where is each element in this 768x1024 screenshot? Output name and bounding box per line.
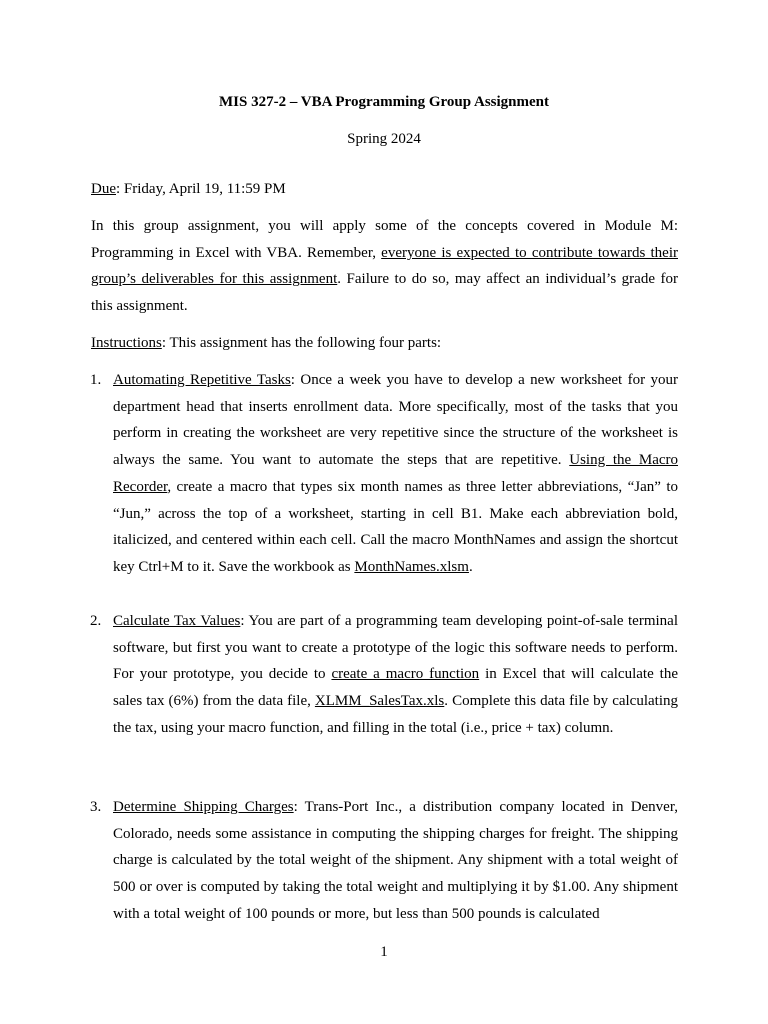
due-date-line [91, 180, 286, 199]
instructions-text: : This assignment has the following four parts: [161, 335, 442, 351]
item-filename: XLMM_SalesTax.xls [314, 693, 445, 710]
intro-emphasis: everyone is expected to contribute towards their group’s deliverables for this assignment [91, 244, 678, 288]
instructions-label: Instructions [91, 335, 162, 351]
item-text: : Once a week you have to develop a new worksheet for your department head that inserts enrollment data. More specifically, most of the tasks that you perform in creating the worksheet are very repetitive since the structure of the worksheet is always the same. You want to automate the steps that are repetitive. [113, 372, 678, 469]
intro-text-2: . Failure to do so, may affect an individual’s grade for this assignment. [91, 271, 679, 315]
item-text: . Complete this data file by calculating the tax, using your macro function, and filling in the total (i.e., price + tax) column. [113, 693, 678, 736]
item-text: in Excel that will calculate the sales tax (6%) from the data file, [113, 666, 678, 710]
item-filename: MonthNames.xlsm [354, 558, 469, 575]
item-text: , create a macro that types six month names as three letter abbreviations, “Jan” to “Jun,” across the top of a worksheet, starting in cell B1. Make each abbreviation bold, italicized, and centered within each cell. Call the macro MonthNames and assign the shortcut key Ctrl+M to it. Save the workbook as [113, 478, 678, 575]
item-number: 1. [90, 372, 102, 388]
item-emphasis: Using the Macro Recorder [113, 452, 679, 495]
document-term: Spring 2024 [347, 131, 421, 147]
list-item [90, 367, 679, 581]
item-text: : Trans-Port Inc., a distribution company located in Denver, Colorado, needs some assistance in computing the shipping charges for freight. The shipping charge is calculated by the total weight of the shipment. Any shipment with a total weight of 500 or over is computed by taking the total weight and multiplying it by $1.00. Any shipment with a total weight of 100 pounds or more, but less than 500 pounds is calculated [113, 799, 678, 922]
instructions-line [91, 334, 441, 353]
intro-text-1: In this group assignment, you will apply some of the concepts covered in Module M: Programming in Excel with VBA. Remember, [91, 218, 678, 261]
item-number: 2. [90, 613, 102, 629]
list-item [90, 608, 678, 742]
item-emphasis: create a macro function [331, 666, 480, 683]
item-number: 3. [90, 799, 102, 815]
item-heading: Determine Shipping Charges [113, 799, 294, 815]
item-heading: Calculate Tax Values [113, 613, 241, 629]
page-number: 1 [380, 944, 388, 960]
item-text: . [468, 558, 473, 575]
document-title: MIS 327-2 – VBA Programming Group Assignment [218, 94, 550, 110]
due-label: Due [91, 181, 116, 197]
item-text: : You are part of a programming team developing point-of-sale terminal software, but first you want to create a prototype of the logic this software needs to perform. For your prototype, you decide to [113, 613, 678, 683]
list-item [90, 794, 678, 928]
due-date-text: : Friday, April 19, 11:59 PM [116, 181, 286, 197]
item-heading: Automating Repetitive Tasks [113, 372, 291, 388]
intro-paragraph [91, 213, 678, 320]
